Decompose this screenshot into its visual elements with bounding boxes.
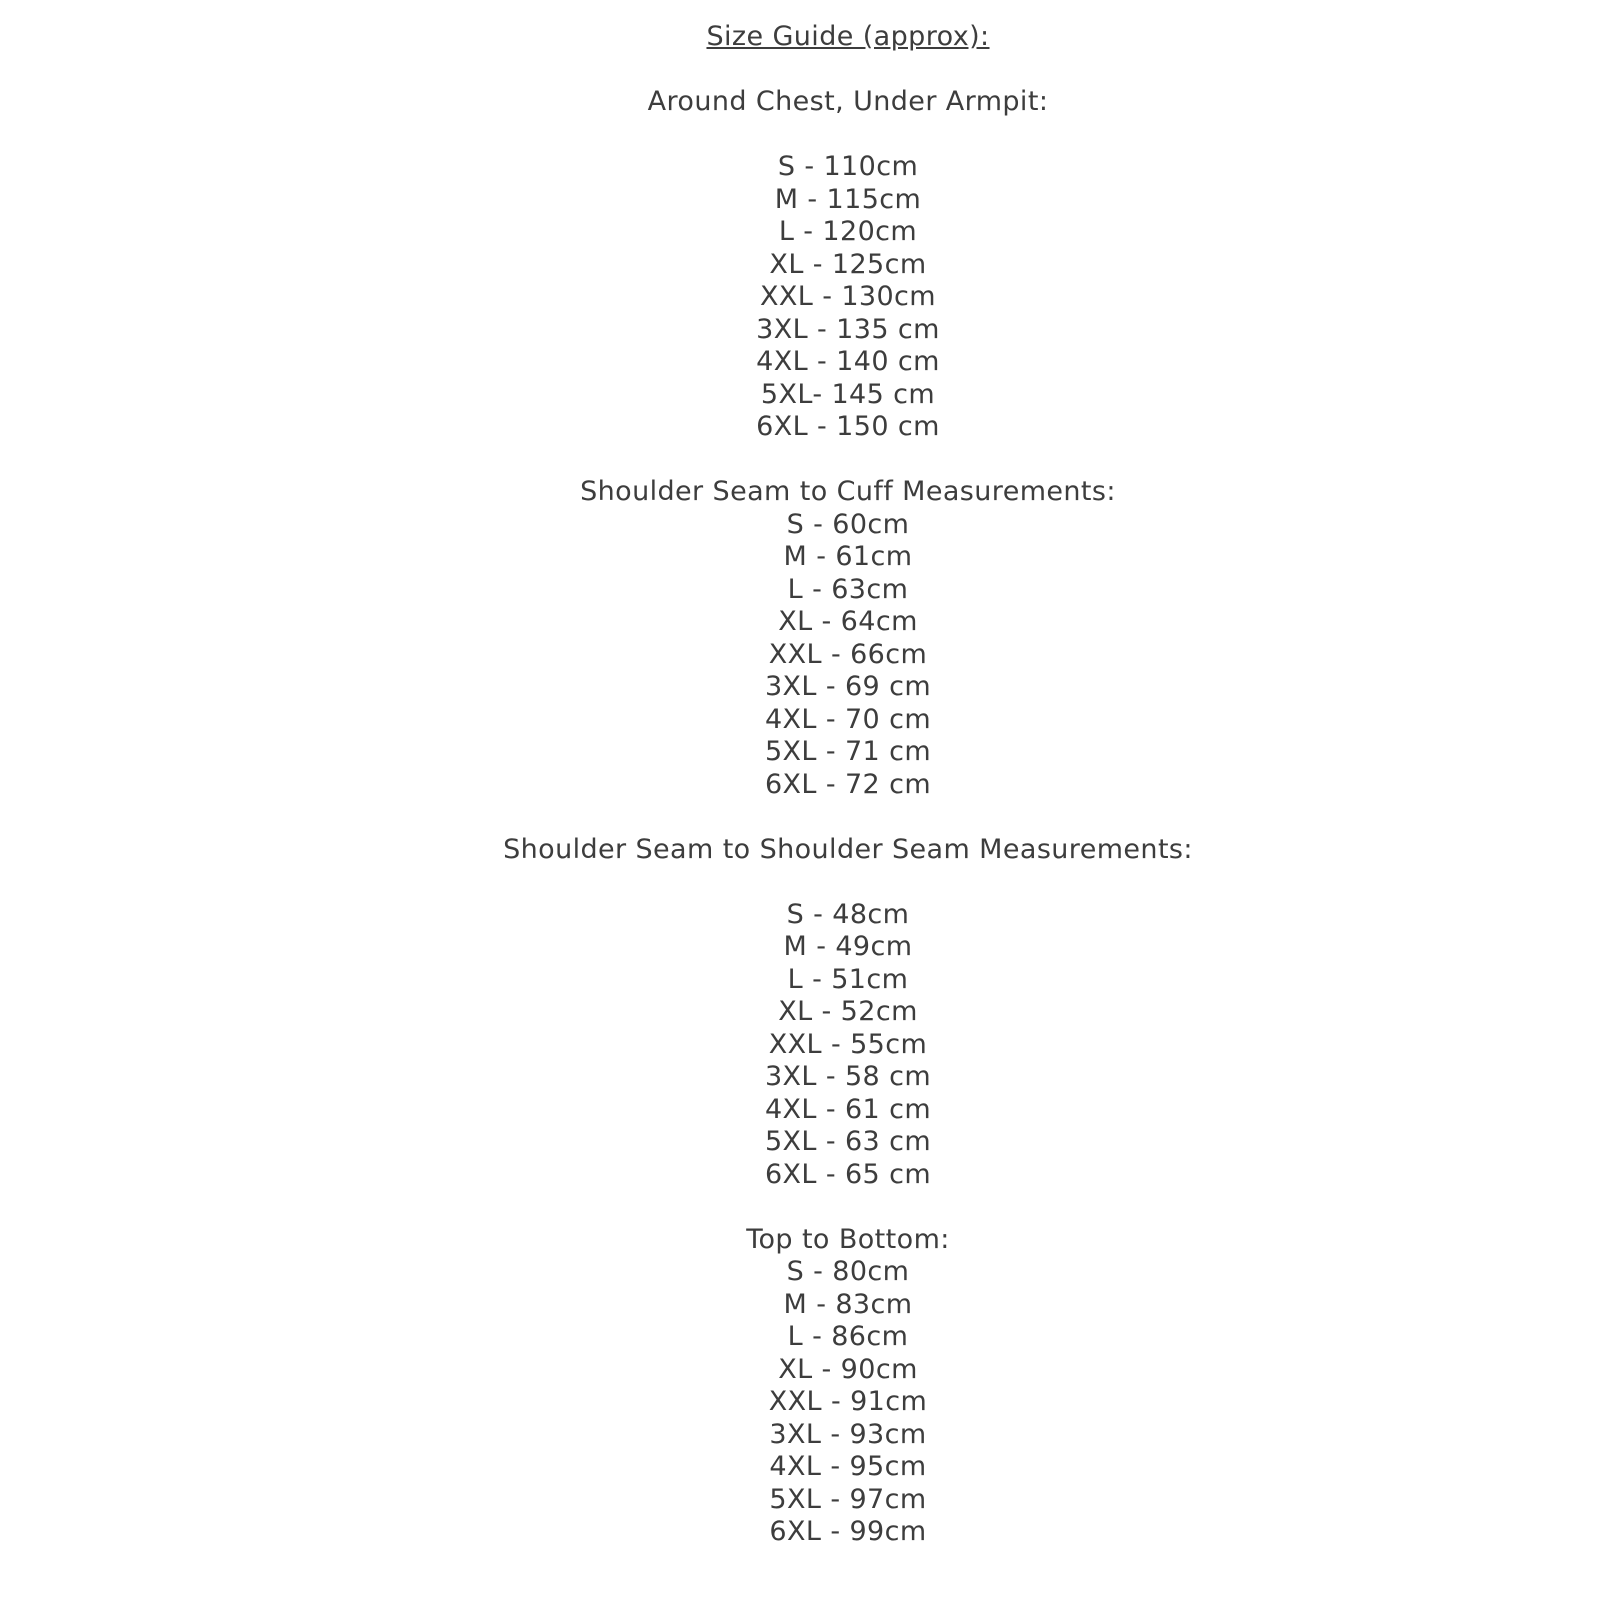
- size-list: [96, 509, 1600, 802]
- size-item: 6XL - 65 cm: [764, 1158, 932, 1190]
- size-item: 5XL- 145 cm: [760, 378, 936, 410]
- size-list: [96, 1256, 1600, 1549]
- size-guide-content: [96, 0, 1600, 1549]
- size-item: XXL - 66cm: [768, 638, 928, 670]
- size-item: 4XL - 70 cm: [764, 703, 932, 735]
- size-item: S - 60cm: [786, 508, 910, 540]
- section-heading: Around Chest, Under Armpit:: [647, 86, 1049, 117]
- size-section-3: [96, 834, 1600, 1192]
- size-item: 3XL - 93cm: [769, 1418, 927, 1450]
- size-item: 4XL - 95cm: [769, 1451, 927, 1482]
- size-item: M - 61cm: [783, 541, 913, 572]
- size-item: M - 49cm: [783, 931, 913, 962]
- section-heading: Top to Bottom:: [746, 1223, 950, 1255]
- size-item: 4XL - 61 cm: [764, 1093, 932, 1125]
- size-item: 6XL - 99cm: [769, 1516, 927, 1547]
- size-guide-title: Size Guide (approx):: [706, 21, 990, 52]
- size-item: 4XL - 140 cm: [756, 346, 940, 377]
- size-item: 5XL - 63 cm: [764, 1126, 932, 1157]
- size-item: 5XL - 97cm: [769, 1483, 927, 1515]
- size-item: XXL - 130cm: [759, 281, 937, 312]
- size-item: XL - 64cm: [778, 606, 918, 637]
- size-item: 6XL - 72 cm: [764, 768, 932, 800]
- size-item: 5XL - 71 cm: [764, 736, 932, 767]
- size-item: 3XL - 135 cm: [756, 313, 940, 345]
- size-list: [96, 899, 1600, 1192]
- section-heading: Shoulder Seam to Cuff Measurements:: [580, 476, 1116, 507]
- size-item: XXL - 91cm: [768, 1386, 928, 1417]
- size-item: 3XL - 69 cm: [764, 671, 932, 702]
- size-item: XL - 125cm: [769, 248, 927, 280]
- size-item: 6XL - 150 cm: [756, 411, 940, 442]
- size-item: L - 63cm: [787, 573, 909, 605]
- size-item: S - 80cm: [786, 1256, 910, 1287]
- size-item: XL - 90cm: [778, 1353, 918, 1385]
- size-item: XXL - 55cm: [768, 1028, 928, 1060]
- section-heading: Shoulder Seam to Shoulder Seam Measurements:: [503, 833, 1193, 865]
- size-section-1: [96, 86, 1600, 444]
- size-item: M - 83cm: [783, 1288, 913, 1320]
- size-list: [96, 151, 1600, 444]
- size-section-4: [96, 1224, 1600, 1549]
- size-item: 3XL - 58 cm: [764, 1061, 932, 1092]
- size-item: L - 51cm: [787, 963, 909, 995]
- size-item: XL - 52cm: [778, 996, 918, 1027]
- size-item: M - 115cm: [774, 183, 922, 215]
- size-item: L - 120cm: [778, 216, 918, 247]
- size-item: L - 86cm: [787, 1321, 909, 1352]
- size-item: S - 48cm: [786, 898, 910, 930]
- size-item: S - 110cm: [777, 151, 919, 182]
- size-section-2: [96, 476, 1600, 801]
